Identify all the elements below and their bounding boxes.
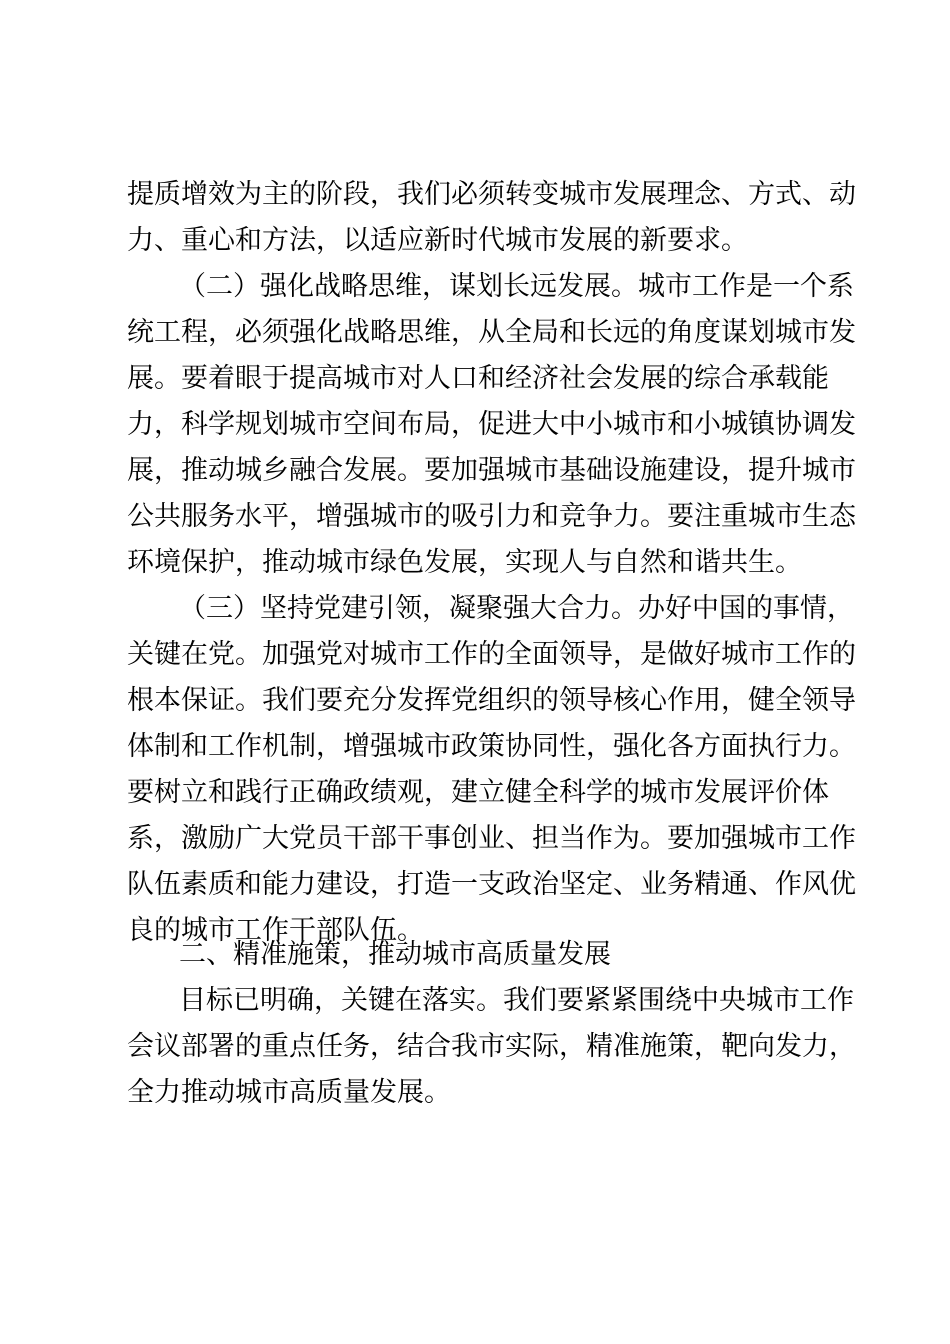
text-line: 系，激励广大党员干部干事创业、担当作为。要加强城市工作 — [127, 823, 856, 854]
text-line: 全力推动城市高质量发展。 — [127, 1077, 451, 1108]
text-line: 提质增效为主的阶段，我们必须转变城市发展理念、方式、动 — [127, 179, 856, 210]
text-line: 良的城市工作干部队伍。 — [127, 915, 424, 946]
section-heading-line: （三）坚持党建引领，凝聚强大合力。办好中国的事情， — [179, 593, 854, 624]
text-line: 目标已明确，关键在落实。我们要紧紧围绕中央城市工作 — [179, 985, 854, 1016]
text-line: 会议部署的重点任务，结合我市实际，精准施策，靶向发力， — [127, 1031, 856, 1062]
text-line: 体制和工作机制，增强城市政策协同性，强化各方面执行力。 — [127, 731, 856, 762]
text-line: 要树立和践行正确政绩观，建立健全科学的城市发展评价体 — [127, 777, 829, 808]
text-line: 队伍素质和能力建设，打造一支政治坚定、业务精通、作风优 — [127, 869, 856, 900]
text-line: 关键在党。加强党对城市工作的全面领导，是做好城市工作的 — [127, 639, 856, 670]
text-line: 根本保证。我们要充分发挥党组织的领导核心作用，健全领导 — [127, 685, 856, 716]
text-line: 力，科学规划城市空间布局，促进大中小城市和小城镇协调发 — [127, 409, 856, 440]
text-line: 公共服务水平，增强城市的吸引力和竞争力。要注重城市生态 — [127, 501, 856, 532]
text-line: 展。要着眼于提高城市对人口和经济社会发展的综合承载能 — [127, 363, 829, 394]
chapter-heading: 二、精准施策，推动城市高质量发展 — [179, 939, 611, 970]
section-heading-line: （二）强化战略思维，谋划长远发展。城市工作是一个系 — [179, 271, 854, 302]
text-line: 力、重心和方法，以适应新时代城市发展的新要求。 — [127, 225, 748, 256]
text-line: 统工程，必须强化战略思维，从全局和长远的角度谋划城市发 — [127, 317, 856, 348]
text-line: 展，推动城乡融合发展。要加强城市基础设施建设，提升城市 — [127, 455, 856, 486]
text-line: 环境保护，推动城市绿色发展，实现人与自然和谐共生。 — [127, 547, 802, 578]
